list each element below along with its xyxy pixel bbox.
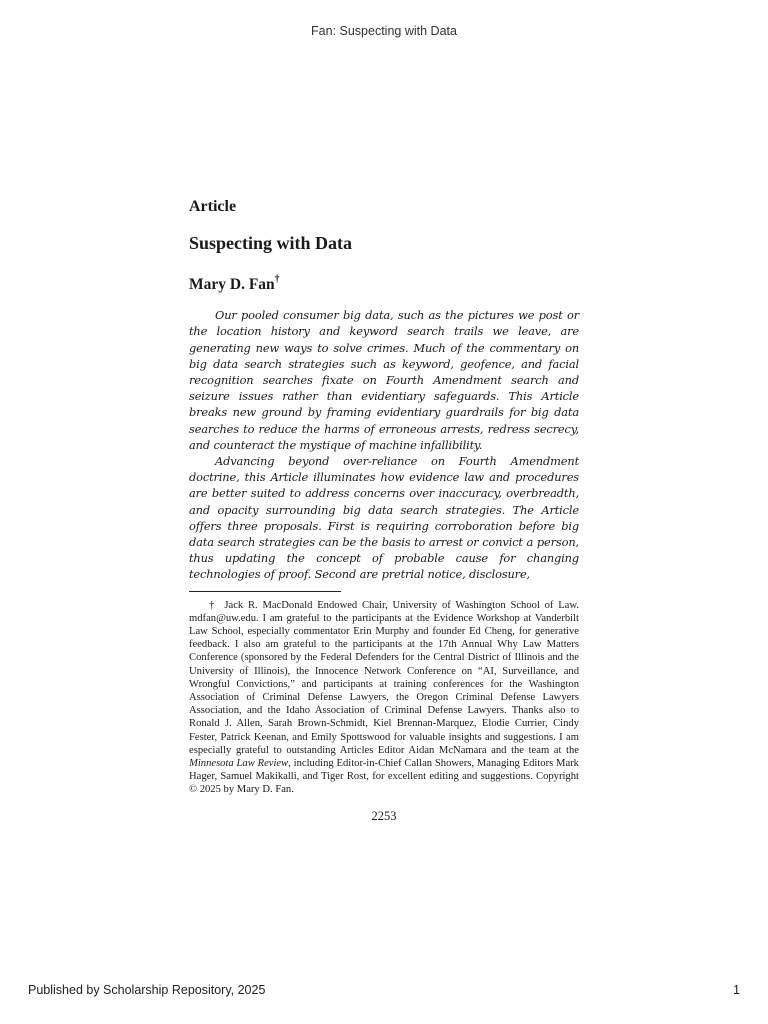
- article-title: Suspecting with Data: [189, 233, 353, 253]
- author-footnote-mark: †: [274, 274, 280, 285]
- footnote-rule: [189, 591, 341, 592]
- footnote-text-2: , including Editor-in-Chief Callan Showers, Managing Editors Mark Hager, Samuel Makikalli, and Tiger Rost, for excellent editing and suggestions. Copyright © 2025 by Mary D. Fan.: [189, 758, 579, 796]
- article-kicker: Article: [189, 198, 237, 215]
- journal-page-number: 2253: [371, 808, 397, 823]
- footnote-journal-name: Minnesota Law Review: [189, 758, 289, 770]
- abstract: [189, 307, 579, 582]
- footnote-mark: †: [209, 599, 217, 611]
- author-name: Mary D. Fan: [189, 276, 275, 294]
- footnote-text-1: Jack R. MacDonald Endowed Chair, University of Washington School of Law. mdfan@uw.edu. I am grateful to the participants at the Evidence Workshop at Vanderbilt Law School, especially commentator Erin Murphy and founder Ed Cheng, for generative feedback. I also am grateful to the participants at the 17th Annual Why Law Matters Conference (sponsored by the Federal Defenders for the Central District of Illinois and the University of Illinois), the Innocence Network Conference on “AI, Surveillance, and Wrongful Convictions,” and participants at training conferences for the Washington Association of Criminal Defense Lawyers, the Oregon Criminal Defense Lawyers Association, and the Idaho Association of Criminal Defense Lawyers. Thanks also to Ronald J. Allen, Sarah Brown-Schmidt, Kiel Brennan-Marquez, Elodie Currier, Cindy Fester, Patrick Keenan, and Emily Spottswood for valuable insights and suggestions. I am especially grateful to outstanding Articles Editor Aidan McNamara and the team at the: [189, 599, 579, 756]
- footer-page-number: 1: [733, 983, 740, 997]
- footnote: [189, 599, 579, 797]
- abstract-paragraph-2: Advancing beyond over-reliance on Fourth Amendment doctrine, this Article illuminates how evidence law and procedures are better suited to address concerns over inaccuracy, overbreadth, and opacity surrounding big data search strategies. The Article offers three proposals. First is requiring corroboration before big data search strategies can be the basis to arrest or convict a person, thus updating the concept of probable cause for changing technologies of proof. Second are pretrial notice, disclosure,: [189, 453, 579, 582]
- author-line: [189, 270, 579, 296]
- footer-publisher: Published by Scholarship Repository, 2025: [28, 983, 266, 997]
- article-column: [189, 196, 579, 824]
- abstract-paragraph-1: Our pooled consumer big data, such as the pictures we post or the location history and keyword search trails we leave, are generating new ways to solve crimes. Much of the commentary on big data search strategies such as keyword, geofence, and facial recognition searches fixate on Fourth Amendment search and seizure issues rather than evidentiary safeguards. This Article breaks new ground by framing evidentiary guardrails for big data searches to reduce the harms of erroneous arrests, redress secrecy, and counteract the mystique of machine infallibility.: [189, 308, 579, 452]
- running-head: Fan: Suspecting with Data: [311, 24, 457, 38]
